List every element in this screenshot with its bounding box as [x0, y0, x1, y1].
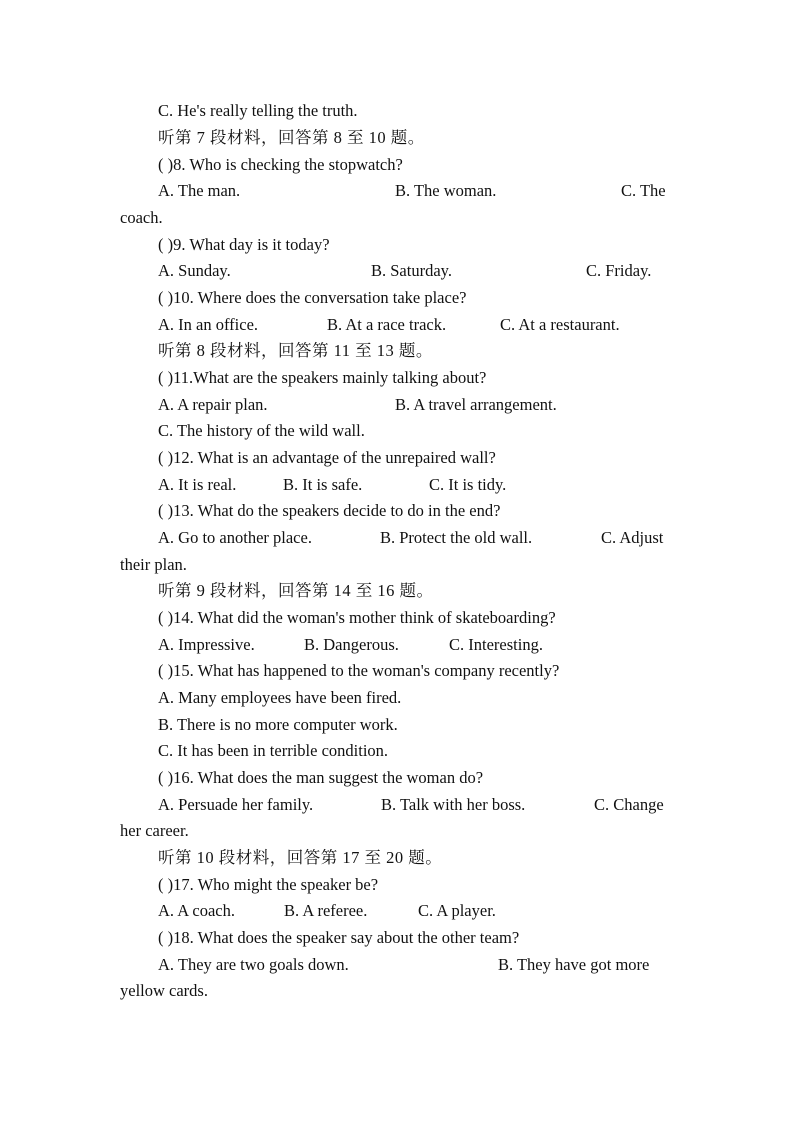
- option-line: yellow cards.: [120, 981, 208, 1000]
- question-line: ( )15. What has happened to the woman's company recently?: [158, 661, 560, 680]
- question-line: ( )18. What does the speaker say about the other team?: [158, 928, 520, 947]
- section-heading: 听第 10 段材料，回答第 17 至 20 题。: [158, 848, 443, 867]
- question-line: ( )11.What are the speakers mainly talking about?: [158, 368, 487, 387]
- option-line: A. In an office.: [158, 315, 259, 334]
- question-line: ( )12. What is an advantage of the unrepaired wall?: [158, 448, 496, 467]
- option-line: C. Interesting.: [449, 635, 543, 654]
- option-line: B. There is no more computer work.: [158, 715, 398, 734]
- option-line: A. A repair plan.: [158, 395, 268, 414]
- option-line: A. They are two goals down.: [158, 955, 349, 974]
- option-line: B. Protect the old wall.: [380, 528, 533, 547]
- option-line: C. It has been in terrible condition.: [158, 741, 389, 760]
- option-line: A. Sunday.: [158, 261, 231, 280]
- option-line: A. Go to another place.: [158, 528, 312, 547]
- option-line: B. It is safe.: [283, 475, 363, 494]
- option-line: B. Dangerous.: [304, 635, 399, 654]
- question-line: ( )13. What do the speakers decide to do in the end?: [158, 501, 501, 520]
- question-line: ( )8. Who is checking the stopwatch?: [158, 155, 403, 174]
- option-line: C. A player.: [418, 901, 496, 920]
- question-line: ( )17. Who might the speaker be?: [158, 875, 379, 894]
- question-line: ( )9. What day is it today?: [158, 235, 330, 254]
- option-line: C. It is tidy.: [429, 475, 507, 494]
- question-line: ( )14. What did the woman's mother think of skateboarding?: [158, 608, 556, 627]
- option-line: B. At a race track.: [327, 315, 447, 334]
- option-line: coach.: [120, 208, 163, 227]
- section-heading: 听第 9 段材料，回答第 14 至 16 题。: [158, 581, 434, 600]
- question-line: ( )10. Where does the conversation take place?: [158, 288, 467, 307]
- option-line: C. Adjust: [601, 528, 664, 547]
- option-line: B. The woman.: [395, 181, 497, 200]
- option-line: B. A travel arrangement.: [395, 395, 557, 414]
- option-line: A. It is real.: [158, 475, 237, 494]
- option-line: B. Talk with her boss.: [381, 795, 526, 814]
- option-line: A. Impressive.: [158, 635, 255, 654]
- section-heading: 听第 7 段材料，回答第 8 至 10 题。: [158, 128, 425, 147]
- option-line: B. A referee.: [284, 901, 368, 920]
- option-line: A. Persuade her family.: [158, 795, 314, 814]
- option-line: her career.: [120, 821, 189, 840]
- question-line: ( )16. What does the man suggest the woman do?: [158, 768, 484, 787]
- option-line: C. At a restaurant.: [500, 315, 620, 334]
- option-line: A. The man.: [158, 181, 241, 200]
- option-line: C. Change: [594, 795, 664, 814]
- option-line: B. Saturday.: [371, 261, 452, 280]
- option-line: A. A coach.: [158, 901, 235, 920]
- section-heading: 听第 8 段材料，回答第 11 至 13 题。: [158, 341, 433, 360]
- option-line: their plan.: [120, 555, 187, 574]
- option-line: C. The: [621, 181, 666, 200]
- option-line: C. Friday.: [586, 261, 652, 280]
- option-line: C. He's really telling the truth.: [158, 101, 358, 120]
- option-line: B. They have got more: [498, 955, 650, 974]
- option-line: A. Many employees have been fired.: [158, 688, 402, 707]
- option-line: C. The history of the wild wall.: [158, 421, 365, 440]
